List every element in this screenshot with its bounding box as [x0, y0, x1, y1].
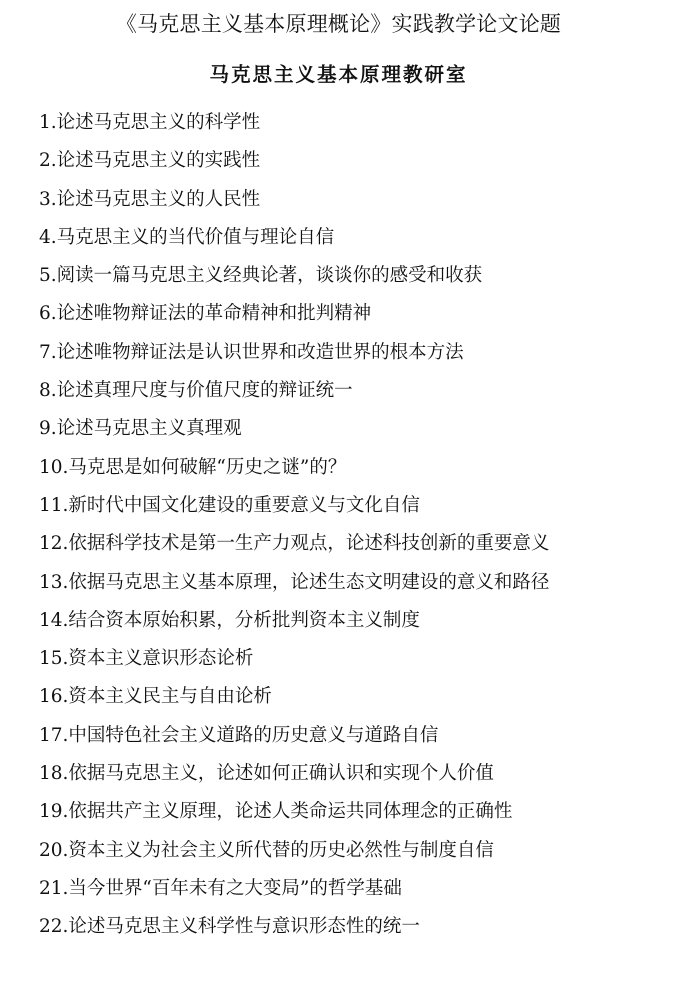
topic-item: 10.马克思是如何破解“历史之谜”的？ [39, 456, 347, 478]
topic-item: 22.论述马克思主义科学性与意识形态性的统一 [39, 916, 420, 938]
topic-item: 9.论述马克思主义真理观 [39, 418, 242, 440]
topic-list [39, 104, 549, 947]
topic-item: 4.马克思主义的当代价值与理论自信 [39, 226, 335, 248]
topic-item: 12.依据科学技术是第一生产力观点，论述科技创新的重要意义 [39, 533, 550, 555]
topic-item: 14.结合资本原始积累，分析批判资本主义制度 [39, 609, 420, 631]
document-title: 《马克思主义基本原理概论》实践教学论文论题 [115, 12, 562, 36]
topic-item: 21.当今世界“百年未有之大变局”的哲学基础 [39, 877, 402, 899]
topic-item: 16.资本主义民主与自由论析 [39, 686, 272, 708]
topic-item: 6.论述唯物辩证法的革命精神和批判精神 [39, 303, 372, 325]
topic-item: 1.论述马克思主义的科学性 [39, 112, 261, 133]
topic-item: 11.新时代中国文化建设的重要意义与文化自信 [39, 494, 420, 516]
topic-item: 3.论述马克思主义的人民性 [39, 188, 261, 210]
topic-item: 5.阅读一篇马克思主义经典论著，谈谈你的感受和收获 [39, 265, 483, 287]
topic-item: 7.论述唯物辩证法是认识世界和改造世界的根本方法 [39, 341, 464, 363]
topic-item: 20.资本主义为社会主义所代替的历史必然性与制度自信 [39, 839, 494, 861]
topic-item: 13.依据马克思主义基本原理，论述生态文明建设的意义和路径 [39, 571, 550, 593]
topic-item: 2.论述马克思主义的实践性 [39, 150, 261, 172]
topic-item: 19.依据共产主义原理，论述人类命运共同体理念的正确性 [39, 801, 513, 823]
topic-item: 8.论述真理尺度与价值尺度的辩证统一 [39, 380, 353, 402]
document-subtitle: 马克思主义基本原理教研室 [209, 63, 468, 86]
topic-item: 15.资本主义意识形态论析 [39, 648, 254, 670]
topic-item: 17.中国特色社会主义道路的历史意义与道路自信 [39, 724, 439, 746]
topic-item: 18.依据马克思主义，论述如何正确认识和实现个人价值 [39, 763, 494, 785]
